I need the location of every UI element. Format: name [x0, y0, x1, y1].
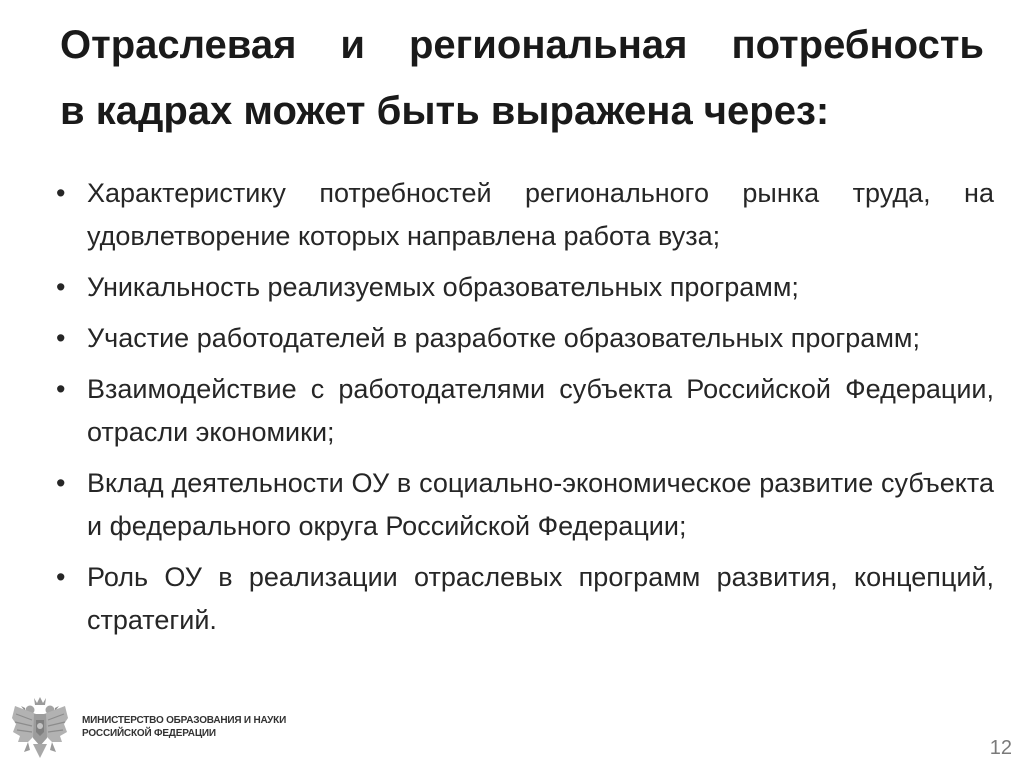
list-item: [56, 556, 994, 642]
list-item: [56, 317, 994, 360]
list-item-text: Уникальность реализуемых образовательных программ;: [87, 272, 799, 302]
coat-of-arms-icon: [10, 694, 70, 760]
list-item: [56, 368, 994, 454]
list-item: [56, 462, 994, 548]
page-number: 12: [989, 737, 1012, 759]
bullet-icon: •: [56, 178, 66, 208]
slide-title-line-1: Отраслевая и региональная потребность: [60, 23, 984, 67]
slide-title-line-2: в кадрах может быть выражена через:: [60, 89, 830, 133]
slide-title: [60, 12, 984, 144]
bullet-icon: •: [56, 323, 66, 353]
ministry-name: [82, 714, 286, 740]
bullet-icon: •: [56, 562, 66, 592]
list-item-text: Взаимодействие с работодателями субъекта Российской Федерации, отрасли экономики;: [87, 374, 994, 447]
list-item-text: Роль ОУ в реализации отраслевых программ развития, концепций, стратегий.: [87, 562, 994, 635]
bullet-icon: •: [56, 374, 66, 404]
list-item-text: Вклад деятельности ОУ в социально-экономическое развитие субъекта и федерального округа Российской Федерации;: [87, 468, 994, 541]
bullet-icon: •: [56, 272, 66, 302]
bullet-list: [56, 172, 994, 650]
ministry-name-line-1: МИНИСТЕРСТВО ОБРАЗОВАНИЯ И НАУКИ: [82, 715, 287, 726]
list-item-text: Участие работодателей в разработке образовательных программ;: [87, 323, 920, 353]
ministry-name-line-2: РОССИЙСКОЙ ФЕДЕРАЦИИ: [82, 728, 216, 739]
bullet-icon: •: [56, 468, 66, 498]
list-item: [56, 172, 994, 258]
list-item: [56, 266, 994, 309]
list-item-text: Характеристику потребностей регионального рынка труда, на удовлетворение которых направлена работа вуза;: [87, 178, 994, 251]
